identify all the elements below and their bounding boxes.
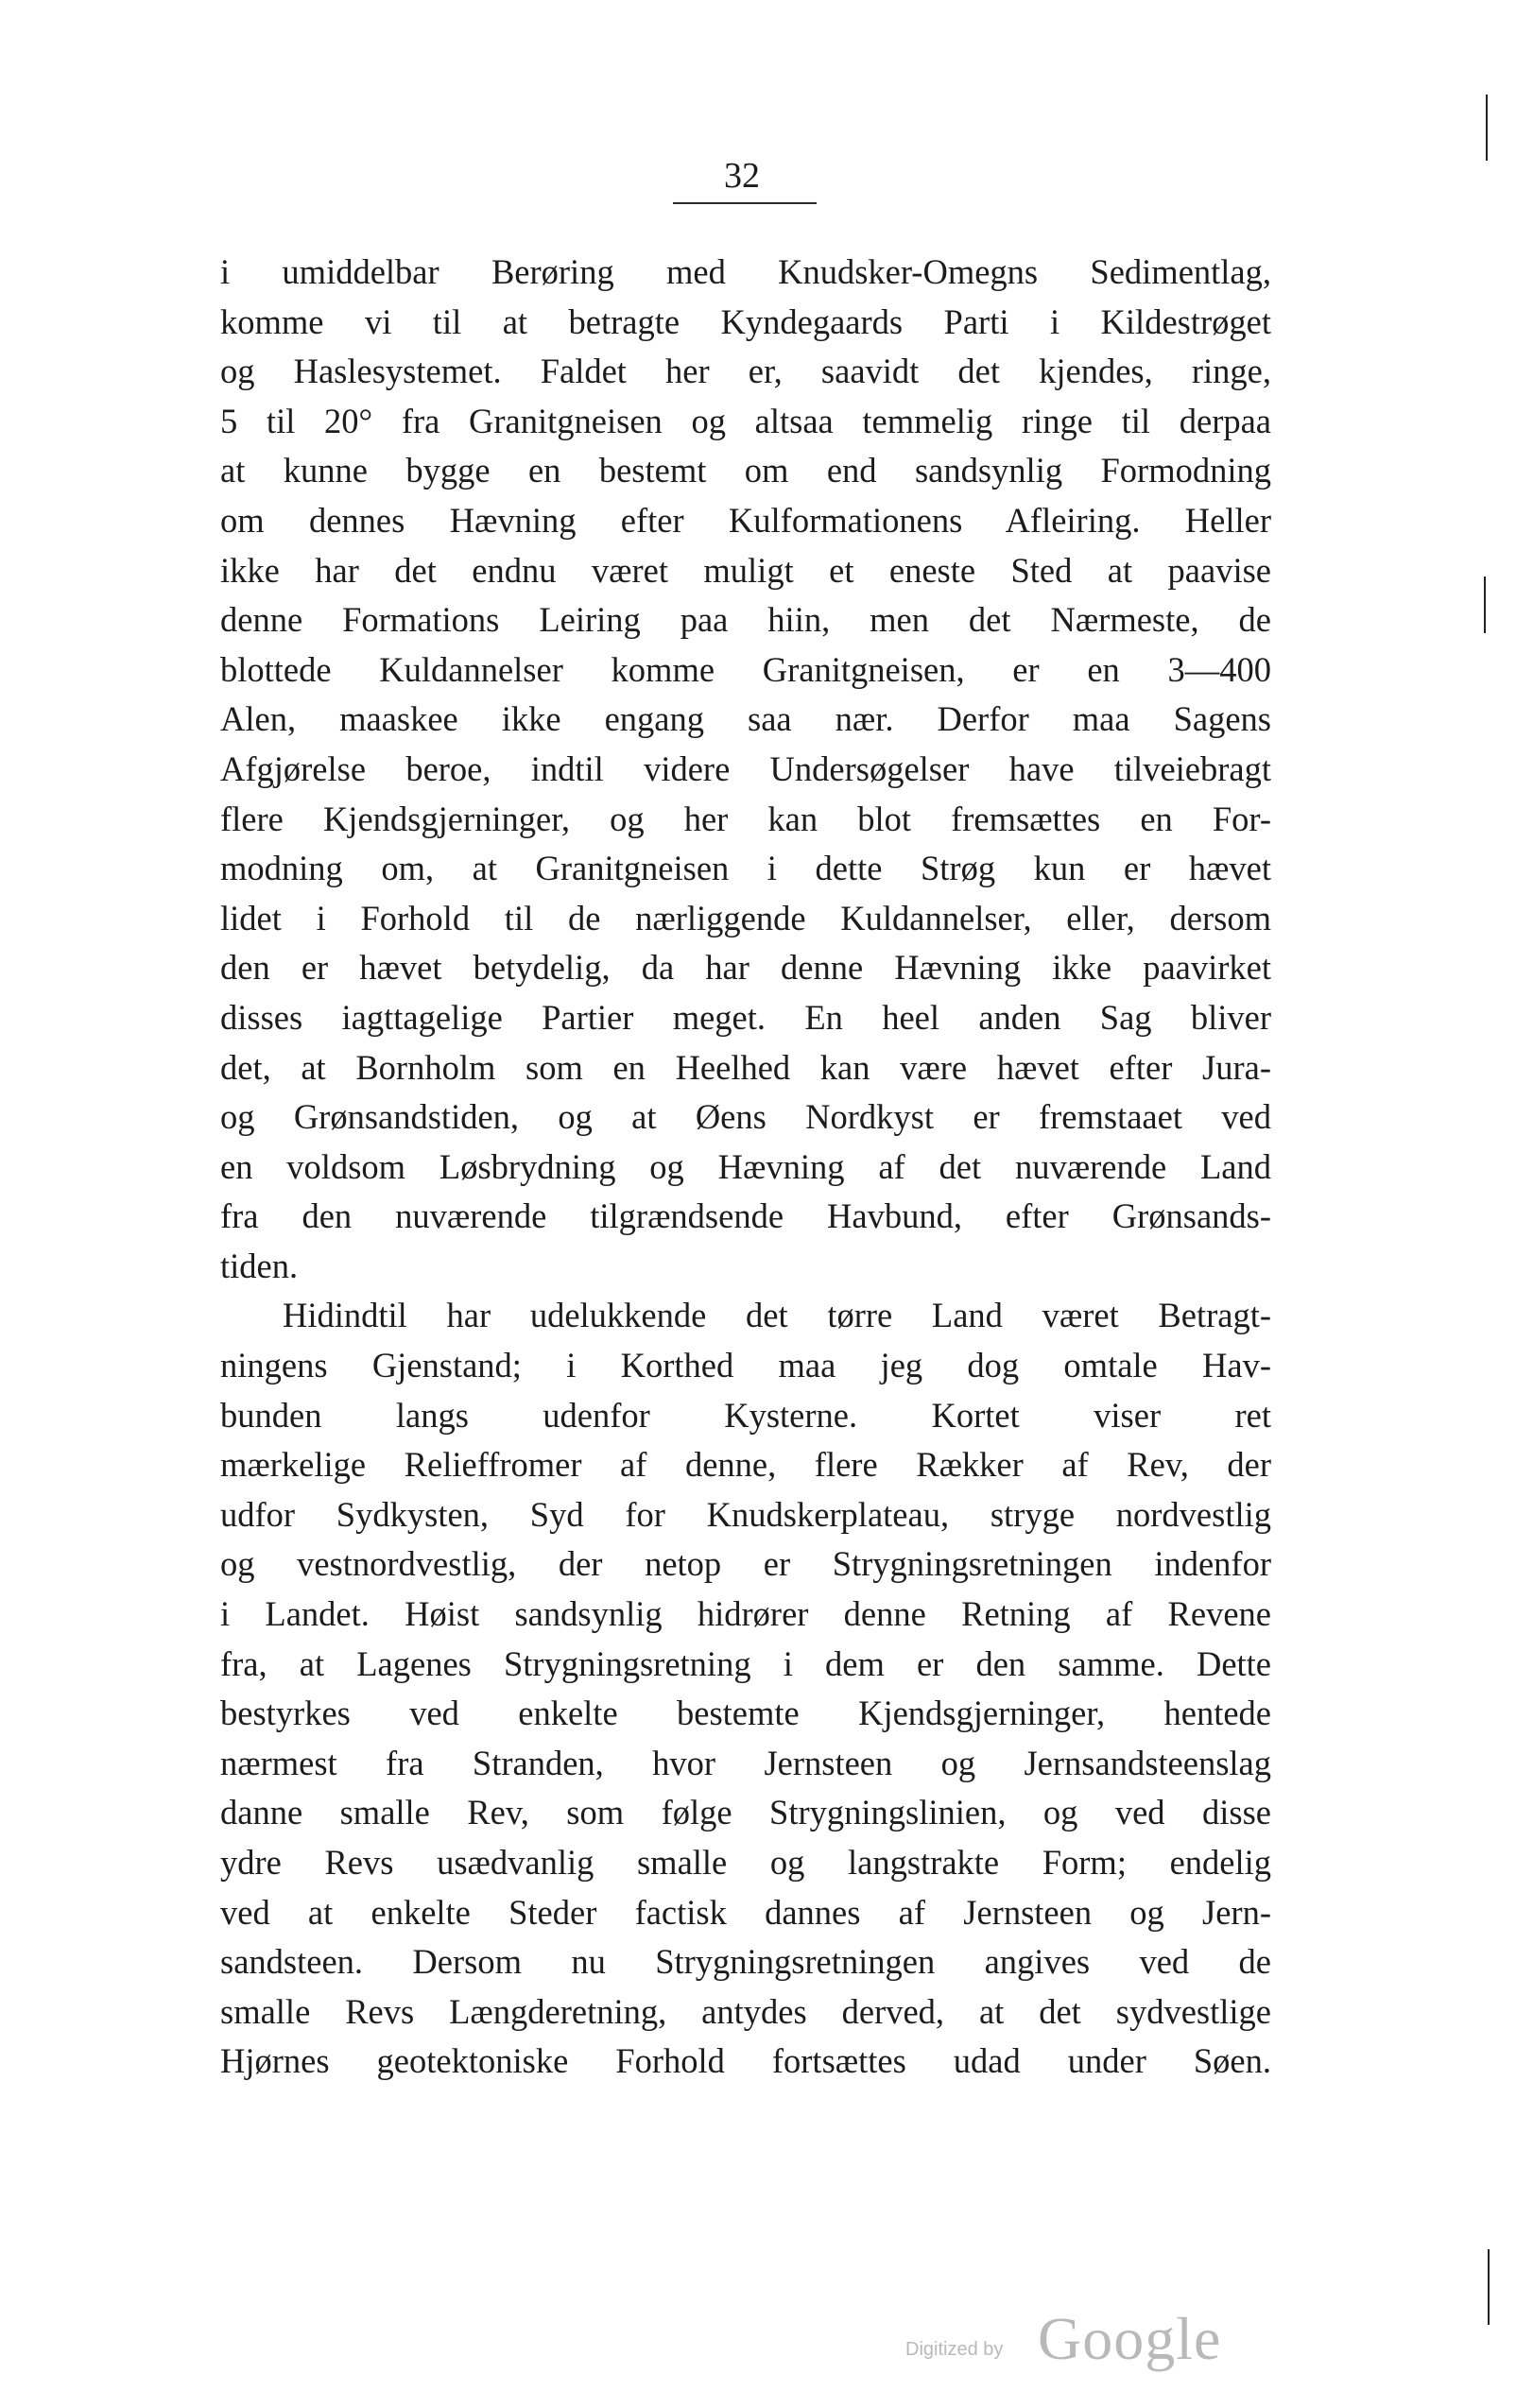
text-line: bunden langs udenfor Kysterne. Kortet viser ret (220, 1395, 1271, 1435)
watermark-brand: Google (1038, 2305, 1222, 2372)
text-line: en voldsom Løsbrydning og Hævning af det nuværende Land (220, 1146, 1271, 1186)
text-line: fra, at Lagenes Strygningsretning i dem er den samme. Dette (220, 1643, 1271, 1683)
digitized-watermark (905, 2305, 1222, 2372)
text-line: den er hævet betydelig, da har denne Hævning ikke paavirket (220, 948, 1271, 988)
text-line: Hidindtil har udelukkende det tørre Land været Betragt- (283, 1296, 1271, 1335)
text-line: og Haslesystemet. Faldet her er, saavidt det kjendes, ringe, (220, 352, 1271, 391)
text-line: nærmest fra Stranden, hvor Jernsteen og Jernsandsteenslag (220, 1743, 1271, 1782)
text-line: om dennes Hævning efter Kulformationens Afleiring. Heller (220, 500, 1271, 540)
text-line: mærkelige Relieffromer af denne, flere Rækker af Rev, der (220, 1445, 1271, 1485)
page-number-rule (673, 202, 817, 204)
text-line: blottede Kuldannelser komme Granitgneisen, er en 3—400 (220, 649, 1271, 689)
text-line: modning om, at Granitgneisen i dette Strøg kun er hævet (220, 849, 1271, 888)
text-line: og vestnordvestlig, der netop er Strygningsretningen indenfor (220, 1544, 1271, 1584)
text-line: det, at Bornholm som en Heelhed kan være hævet efter Jura- (220, 1047, 1271, 1087)
text-line: denne Formations Leiring paa hiin, men det Nærmeste, de (220, 600, 1271, 640)
text-line: sandsteen. Dersom nu Strygningsretningen angives ved de (220, 1942, 1271, 1982)
text-line: disses iagttagelige Partier meget. En heel anden Sag bliver (220, 997, 1271, 1037)
scan-edge-mark (1488, 2249, 1490, 2325)
text-line: komme vi til at betragte Kyndegaards Parti i Kildestrøget (220, 301, 1271, 341)
text-line: Alen, maaskee ikke engang saa nær. Derfor maa Sagens (220, 699, 1271, 739)
scan-edge-mark (1484, 576, 1486, 633)
text-line: ningens Gjenstand; i Korthed maa jeg dog omtale Hav- (220, 1346, 1271, 1385)
text-line: fra den nuværende tilgrændsende Havbund, efter Grønsands- (220, 1196, 1271, 1236)
text-line: ved at enkelte Steder factisk dannes af Jernsteen og Jern- (220, 1892, 1271, 1932)
text-line: ydre Revs usædvanlig smalle og langstrakte Form; endelig (220, 1843, 1271, 1882)
text-line: og Grønsandstiden, og at Øens Nordkyst er fremstaaet ved (220, 1097, 1271, 1137)
text-line: 5 til 20° fra Granitgneisen og altsaa temmelig ringe til derpaa (220, 401, 1271, 440)
text-line: Afgjørelse beroe, indtil videre Undersøgelser have tilveiebragt (220, 748, 1271, 788)
text-line: at kunne bygge en bestemt om end sandsynlig Formodning (220, 451, 1271, 490)
text-line: smalle Revs Længderetning, antydes derved, at det sydvestlige (220, 1991, 1271, 2031)
text-line: danne smalle Rev, som følge Strygningslinien, og ved disse (220, 1793, 1271, 1832)
text-line: Hjørnes geotektoniske Forhold fortsættes udad under Søen. (220, 2041, 1271, 2081)
scan-edge-mark (1486, 95, 1488, 161)
text-line: i Landet. Høist sandsynlig hidrører denne Retning af Revene (220, 1594, 1271, 1634)
body-text (220, 248, 1271, 2087)
text-line: ikke har det endnu været muligt et eneste Sted at paavise (220, 550, 1271, 590)
text-line: tiden. (220, 1246, 299, 1285)
text-line: lidet i Forhold til de nærliggende Kuldannelser, eller, dersom (220, 898, 1271, 937)
watermark-prefix: Digitized by (905, 2339, 1004, 2360)
page-number: 32 (724, 156, 760, 196)
text-line: i umiddelbar Berøring med Knudsker-Omegns Sedimentlag, (220, 252, 1271, 291)
text-line: flere Kjendsgjerninger, og her kan blot fremsættes en For- (220, 799, 1271, 838)
text-line: udfor Sydkysten, Syd for Knudskerplateau, stryge nordvestlig (220, 1494, 1271, 1534)
text-line: bestyrkes ved enkelte bestemte Kjendsgjerninger, hentede (220, 1694, 1271, 1733)
